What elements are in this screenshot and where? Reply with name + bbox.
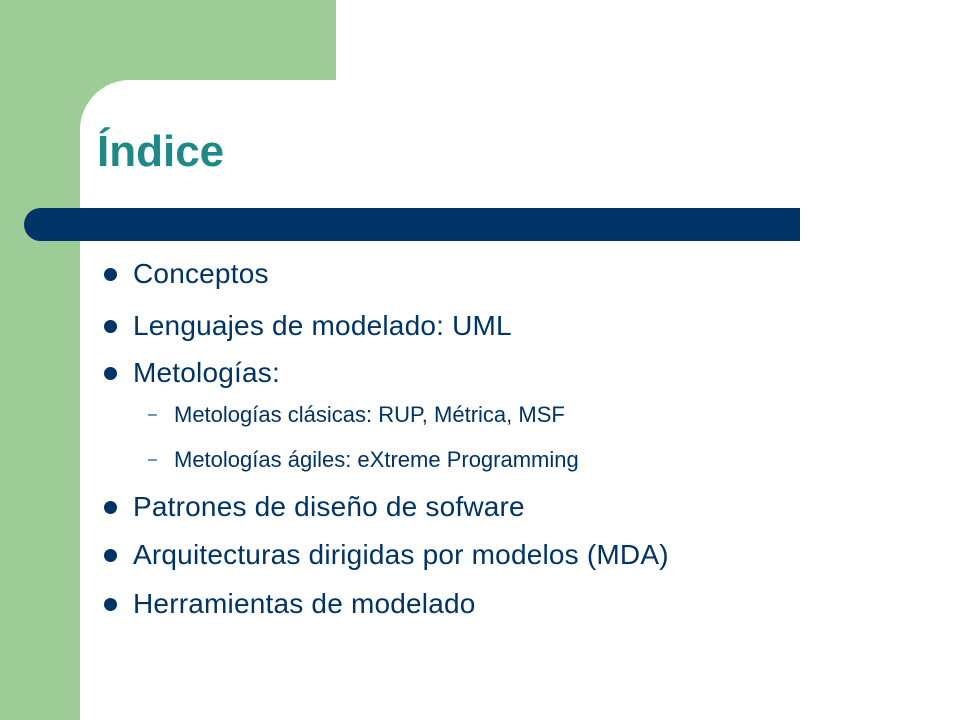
dash-marker-icon: –	[148, 406, 157, 423]
sub-item-label: Metologías ágiles: eXtreme Programming	[174, 447, 579, 472]
slide-title: Índice	[97, 127, 225, 176]
bullet-item-herramientas	[104, 588, 476, 620]
bullet-label: Lenguajes de modelado: UML	[133, 310, 512, 341]
bullet-item-uml	[104, 310, 512, 342]
sub-item-agiles	[148, 447, 579, 473]
bullet-item-mda	[104, 539, 669, 571]
bullet-label: Metologías:	[133, 357, 280, 388]
bullet-dot-icon	[104, 549, 117, 562]
bullet-dot-icon	[104, 501, 117, 514]
bullet-dot-icon	[104, 598, 117, 611]
bullet-label: Conceptos	[133, 258, 269, 289]
bullet-dot-icon	[104, 367, 117, 380]
bullet-item-conceptos	[104, 258, 269, 290]
bullet-item-metologias	[104, 357, 280, 389]
sub-item-clasicas	[148, 402, 565, 428]
bullet-item-patrones	[104, 491, 525, 523]
bullet-label: Herramientas de modelado	[133, 588, 476, 619]
bullet-label: Arquitecturas dirigidas por modelos (MDA)	[133, 539, 669, 570]
dash-marker-icon: –	[148, 451, 157, 468]
sub-item-label: Metologías clásicas: RUP, Métrica, MSF	[174, 402, 565, 427]
bullet-dot-icon	[104, 320, 117, 333]
bullet-label: Patrones de diseño de sofware	[133, 491, 525, 522]
bullet-dot-icon	[104, 268, 117, 281]
